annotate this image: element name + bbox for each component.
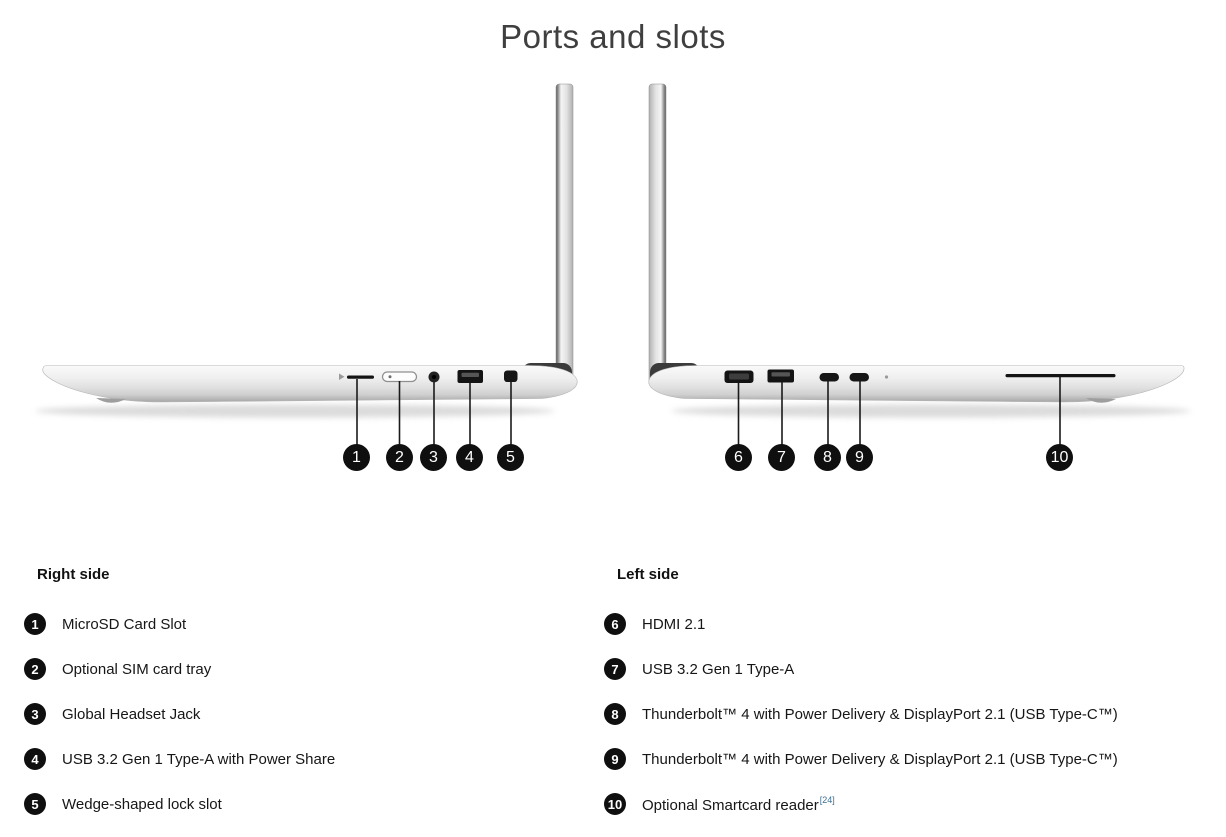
callout-8: 8 xyxy=(814,444,841,471)
item-label: Optional SIM card tray xyxy=(62,660,212,678)
smartcard-label-text: Optional Smartcard reader xyxy=(642,796,819,814)
item-label: USB 3.2 Gen 1 Type-A with Power Share xyxy=(62,750,336,768)
item-number-badge: 1 xyxy=(24,613,46,635)
item-label: Thunderbolt™ 4 with Power Delivery & DisplayPort 2.1 (USB Type-C™) xyxy=(642,705,1118,723)
legend-item-thunderbolt-1 xyxy=(604,703,1118,725)
item-label: MicroSD Card Slot xyxy=(62,615,187,633)
laptop-base xyxy=(43,366,577,403)
sim-card-tray xyxy=(383,372,417,382)
item-label: USB 3.2 Gen 1 Type-A xyxy=(642,660,795,678)
callout-2: 2 xyxy=(386,444,413,471)
status-led xyxy=(885,375,888,378)
legend-item-smartcard xyxy=(604,793,835,815)
item-number-badge: 10 xyxy=(604,793,626,815)
left-side-laptop-illustration xyxy=(636,80,1196,480)
callout-9: 9 xyxy=(846,444,873,471)
legend-item-usb-a xyxy=(604,658,794,680)
laptop-lid xyxy=(556,84,573,386)
legend-item-thunderbolt-2 xyxy=(604,748,1118,770)
callout-3: 3 xyxy=(420,444,447,471)
item-number-badge: 8 xyxy=(604,703,626,725)
callout-7: 7 xyxy=(768,444,795,471)
item-label: Thunderbolt™ 4 with Power Delivery & DisplayPort 2.1 (USB Type-C™) xyxy=(642,750,1118,768)
item-number-badge: 2 xyxy=(24,658,46,680)
usb-c-port-2 xyxy=(850,373,870,382)
sim-eject-hole xyxy=(389,375,392,378)
left-side-heading: Left side xyxy=(617,566,679,583)
legend-item-microsd xyxy=(24,613,186,635)
legend-item-usb-a-powershare xyxy=(24,748,335,770)
item-number-badge: 9 xyxy=(604,748,626,770)
legend-item-headset-jack xyxy=(24,703,200,725)
item-label: Global Headset Jack xyxy=(62,705,201,723)
callout-5: 5 xyxy=(497,444,524,471)
laptop-lid xyxy=(649,84,666,386)
usb-c-port-1 xyxy=(820,373,840,382)
item-number-badge: 5 xyxy=(24,793,46,815)
legend-item-hdmi xyxy=(604,613,705,635)
item-label: Wedge-shaped lock slot xyxy=(62,795,222,813)
item-number-badge: 7 xyxy=(604,658,626,680)
usb-a-tongue xyxy=(772,372,791,376)
laptop-shadow xyxy=(35,405,555,418)
callout-10: 10 xyxy=(1046,444,1073,471)
legend-item-sim-tray xyxy=(24,658,211,680)
laptop-shadow xyxy=(671,405,1191,418)
legend-item-lock-slot xyxy=(24,793,222,815)
headset-jack-hole xyxy=(432,375,436,379)
item-number-badge: 3 xyxy=(24,703,46,725)
microsd-slot xyxy=(347,376,374,379)
item-label: HDMI 2.1 xyxy=(642,615,706,633)
footnote-24-link[interactable]: [24] xyxy=(819,794,835,805)
usb-a-tongue xyxy=(462,373,480,377)
right-side-laptop-illustration xyxy=(30,80,590,480)
item-label xyxy=(642,795,835,814)
page-title: Ports and slots xyxy=(500,18,726,55)
callout-4: 4 xyxy=(456,444,483,471)
lock-slot xyxy=(504,371,518,383)
item-number-badge: 6 xyxy=(604,613,626,635)
right-side-heading: Right side xyxy=(37,566,110,583)
callout-1: 1 xyxy=(343,444,370,471)
item-number-badge: 4 xyxy=(24,748,46,770)
hdmi-inner xyxy=(729,374,749,380)
smartcard-slot xyxy=(1006,374,1116,377)
callout-6: 6 xyxy=(725,444,752,471)
